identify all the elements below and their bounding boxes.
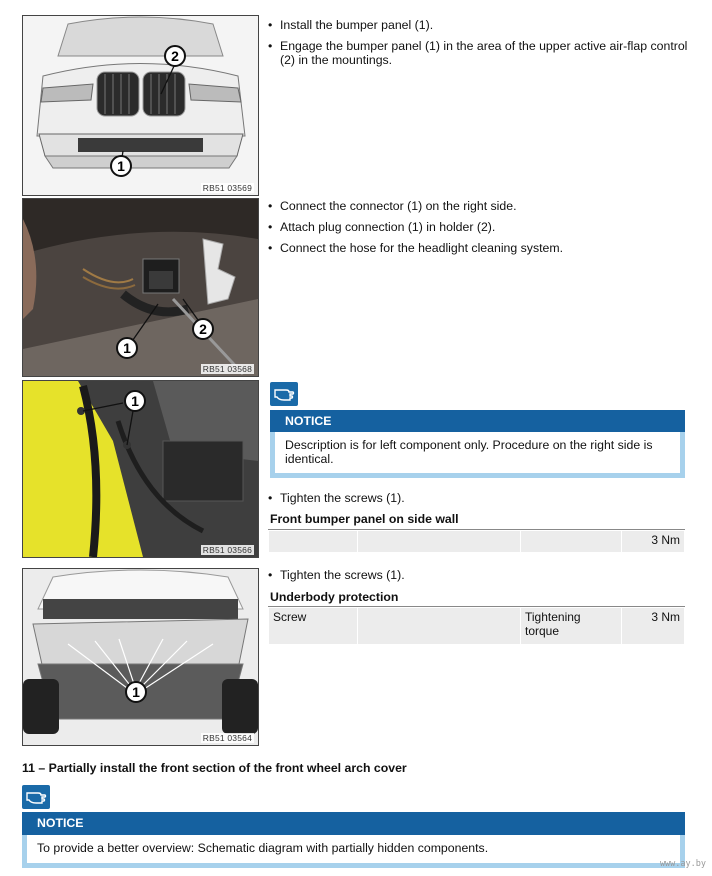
torque-table <box>268 530 685 553</box>
watermark: www.ay.by <box>659 859 706 869</box>
instruction-item: • Connect the hose for the headlight cleaning system. <box>268 241 688 255</box>
notice-header <box>270 410 685 432</box>
table-row <box>269 531 685 553</box>
figure-label: RB51 03569 <box>202 183 252 193</box>
svg-text:1: 1 <box>123 340 131 356</box>
svg-text:1: 1 <box>131 393 139 409</box>
instruction-list-1 <box>268 18 688 74</box>
figure-label: RB51 03566 <box>202 545 252 555</box>
figure-bumper-panel <box>22 15 259 196</box>
table-cell <box>358 608 521 645</box>
figure-underbody <box>22 568 259 746</box>
notice-hand-icon <box>22 785 50 809</box>
table-cell: Tightening torque <box>521 608 622 645</box>
instruction-item: • Engage the bumper panel (1) in the area of the upper active air-flap control (2) in the mountings. <box>268 39 688 67</box>
callout-1 <box>111 156 131 176</box>
callout-2 <box>193 319 213 339</box>
figure-connector <box>22 198 259 377</box>
torque-title: Front bumper panel on side wall <box>270 512 459 526</box>
notice-body <box>22 835 685 868</box>
callout-1 <box>126 682 146 702</box>
figure-label: RB51 03568 <box>202 364 252 374</box>
table-row <box>269 608 685 645</box>
svg-text:1: 1 <box>117 158 125 174</box>
instruction-list-2 <box>268 199 688 262</box>
notice-text: Description is for left component only. Procedure on the right side is identical. <box>285 438 653 466</box>
notice-header <box>22 812 685 835</box>
table-cell: 3 Nm <box>622 531 685 553</box>
svg-text:2: 2 <box>199 321 207 337</box>
callout-2 <box>165 46 185 66</box>
figure-label: RB51 03564 <box>202 733 252 743</box>
svg-text:1: 1 <box>132 684 140 700</box>
table-cell: 3 Nm <box>622 608 685 645</box>
notice-text: To provide a better overview: Schematic diagram with partially hidden components. <box>37 841 489 855</box>
notice-title: NOTICE <box>37 816 84 830</box>
table-cell <box>269 531 358 553</box>
instruction-item: • Tighten the screws (1). <box>268 568 688 582</box>
side-wall-illustration <box>23 381 258 557</box>
torque-table <box>268 607 685 645</box>
table-cell <box>521 531 622 553</box>
instruction-list-3 <box>268 491 688 512</box>
step-heading: 11 – Partially install the front section of the front wheel arch cover <box>22 761 407 775</box>
torque-title: Underbody protection <box>270 590 399 604</box>
instruction-item: • Connect the connector (1) on the right side. <box>268 199 688 213</box>
underbody-illustration <box>23 569 258 745</box>
instruction-item: • Tighten the screws (1). <box>268 491 688 505</box>
callout-1 <box>117 338 137 358</box>
instruction-item: • Attach plug connection (1) in holder (2). <box>268 220 688 234</box>
svg-text:2: 2 <box>171 48 179 64</box>
car-front-illustration <box>23 16 258 195</box>
table-cell: Screw <box>269 608 358 645</box>
notice-hand-icon <box>270 382 298 406</box>
figure-side-wall <box>22 380 259 558</box>
notice-body <box>270 432 685 478</box>
notice-title: NOTICE <box>285 414 332 428</box>
instruction-list-4 <box>268 568 688 589</box>
table-cell <box>358 531 521 553</box>
connector-illustration <box>23 199 258 376</box>
instruction-item: • Install the bumper panel (1). <box>268 18 688 32</box>
callout-1 <box>125 391 145 411</box>
